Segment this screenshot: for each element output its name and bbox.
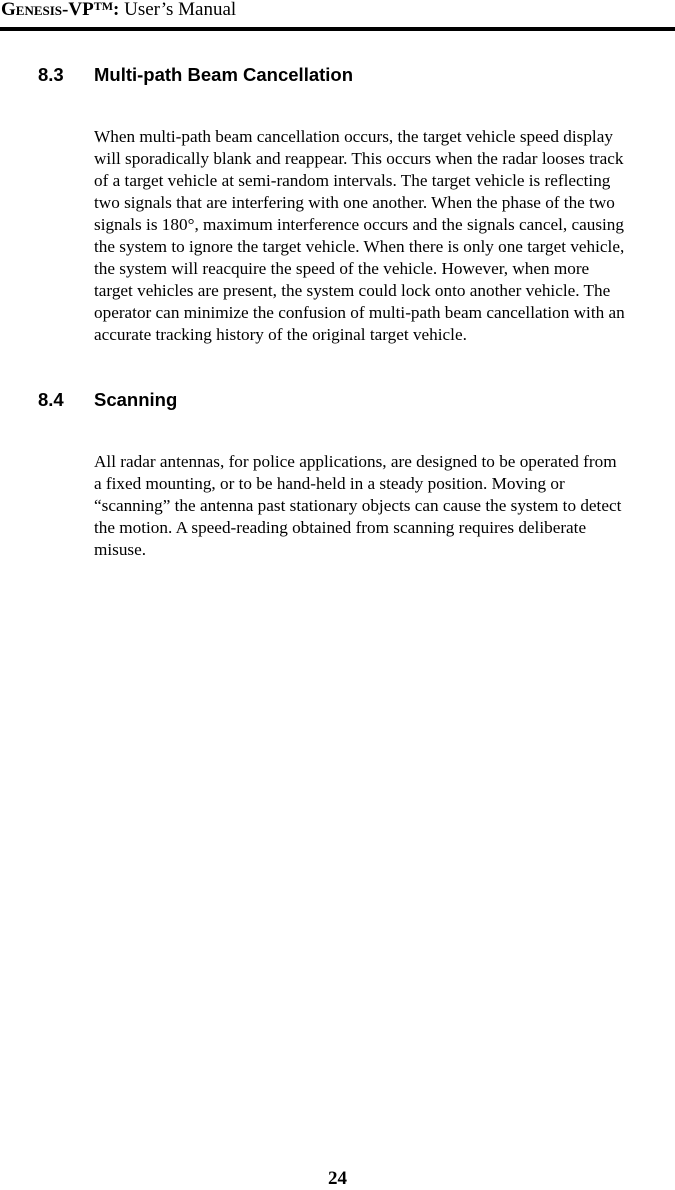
trademark-mark: TM: [93, 0, 114, 13]
body-line: operator can minimize the confusion of multi-path beam cancellation with an: [94, 303, 625, 322]
body-line: misuse.: [94, 540, 147, 559]
brand-initial: G: [1, 0, 16, 20]
body-line: All radar antennas, for police applications, are designed to be operated from: [94, 452, 617, 471]
body-line: a fixed mounting, or to be hand-held in a steady position. Moving or: [94, 474, 565, 493]
body-line: will sporadically blank and reappear. This occurs when the radar looses track: [94, 149, 624, 168]
brand-suffix: -VP: [62, 0, 94, 20]
body-line: the system to ignore the target vehicle. When there is only one target vehicle,: [94, 237, 625, 256]
section-title: Scanning: [94, 389, 178, 410]
section-number: 8.4: [38, 389, 64, 410]
section-body-8-3: [94, 126, 675, 346]
body-line: “scanning” the antenna past stationary objects can cause the system to detect: [94, 496, 622, 515]
body-line: of a target vehicle at semi-random intervals. The target vehicle is reflecting: [94, 171, 611, 190]
body-line: accurate tracking history of the original target vehicle.: [94, 325, 467, 344]
body-line: signals is 180°, maximum interference occurs and the signals cancel, causing: [94, 215, 624, 234]
page-number: 24: [328, 1168, 347, 1189]
body-line: two signals that are interfering with one another. When the phase of the two: [94, 193, 615, 212]
body-line: the system will reacquire the speed of the vehicle. However, when more: [94, 259, 590, 278]
brand-rest: enesis: [15, 0, 63, 20]
section-number: 8.3: [38, 64, 64, 85]
body-line: When multi-path beam cancellation occurs, the target vehicle speed display: [94, 127, 613, 146]
header-rule: [0, 27, 675, 31]
running-header: [1, 0, 236, 22]
manual-subtitle: User’s Manual: [119, 0, 237, 20]
body-line: target vehicles are present, the system could lock onto another vehicle. The: [94, 281, 611, 300]
header-colon: :: [113, 0, 120, 20]
section-title: Multi-path Beam Cancellation: [94, 64, 354, 85]
section-heading-8-4: [38, 389, 177, 411]
body-line: the motion. A speed-reading obtained from scanning requires deliberate: [94, 518, 587, 537]
section-body-8-4: [94, 451, 675, 561]
section-heading-8-3: [38, 64, 353, 86]
product-name: [1, 0, 119, 20]
